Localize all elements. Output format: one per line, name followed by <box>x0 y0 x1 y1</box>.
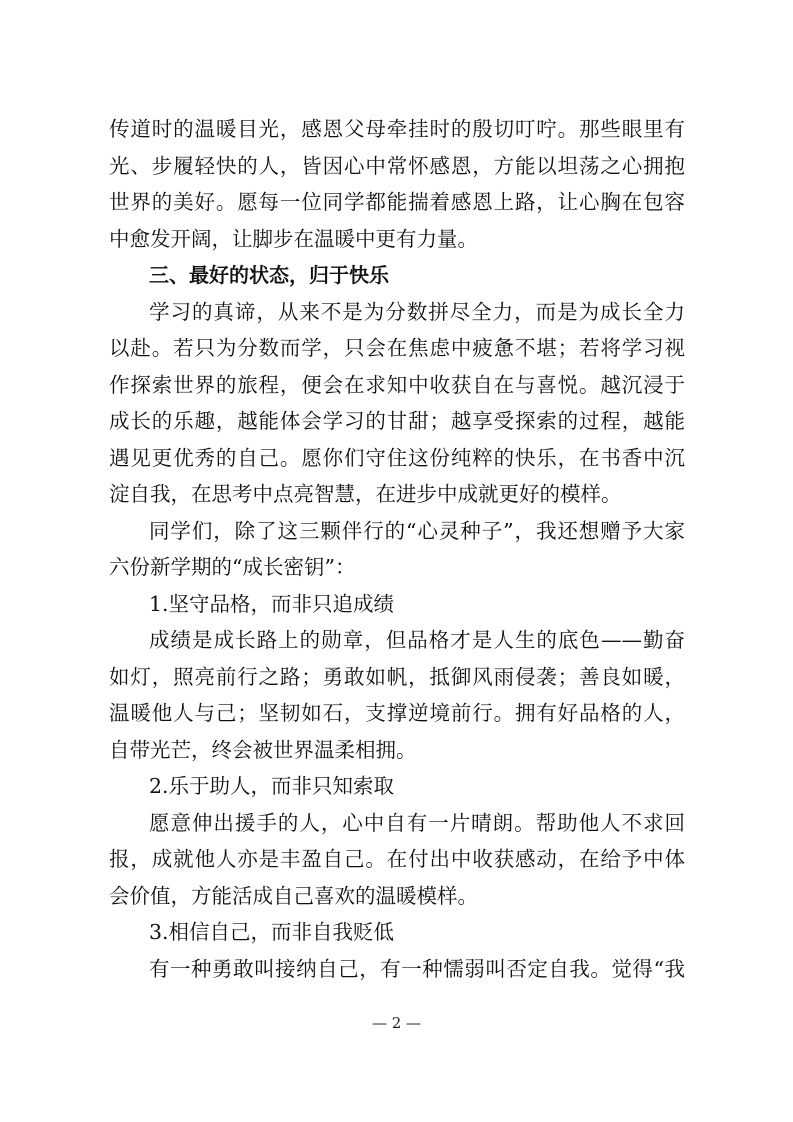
body-text-line: 学习的真谛，从来不是为分数拼尽全力，而是为成长全力 <box>149 299 685 324</box>
body-text-line: 淀自我，在思考中点亮智慧，在进步中成就更好的模样。 <box>109 482 622 506</box>
list-item-heading: 3.相信自己，而非自我贬低 <box>149 920 395 944</box>
body-text-line: 愿意伸出援手的人，心中自有一片晴朗。帮助他人不求回 <box>149 810 685 835</box>
list-item-heading: 2.乐于助人，而非只知索取 <box>149 774 395 798</box>
body-text-line: 六份新学期的“成长密钥”： <box>109 555 356 579</box>
body-text-line: 遇见更优秀的自己。愿你们守住这份纯粹的快乐，在书香中沉 <box>109 445 685 470</box>
body-text-line: 传道时的温暖目光，感恩父母牵挂时的殷切叮咛。那些眼里有 <box>109 117 685 141</box>
body-text-line: 作探索世界的旅程，便会在求知中收获自在与喜悦。越沉浸于 <box>109 372 685 397</box>
body-text-line: 同学们，除了这三颗伴行的“心灵种子”，我还想赠予大家 <box>149 518 685 543</box>
body-text-line: 世界的美好。愿每一位同学都能揣着感恩上路，让心胸在包容 <box>109 190 685 214</box>
list-item-heading: 1.坚守品格，而非只追成绩 <box>149 591 395 616</box>
body-text-line: 光、步履轻快的人，皆因心中常怀感恩，方能以坦荡之心拥抱 <box>109 153 685 178</box>
body-text-line: 成长的乐趣，越能体会学习的甘甜；越享受探索的过程，越能 <box>109 409 685 433</box>
page-number: — 2 — <box>371 1014 422 1032</box>
body-text-line: 会价值，方能活成自己喜欢的温暖模样。 <box>109 883 478 908</box>
body-text-line: 中愈发开阔，让脚步在温暖中更有力量。 <box>109 226 478 251</box>
body-text-line: 有一种勇敢叫接纳自己，有一种懦弱叫否定自我。觉得“我 <box>149 956 685 981</box>
section-heading: 三、最好的状态，归于快乐 <box>149 263 389 287</box>
body-text-line: 报，成就他人亦是丰盈自己。在付出中收获感动，在给予中体 <box>109 847 685 871</box>
body-text-line: 成绩是成长路上的勋章，但品格才是人生的底色——勤奋 <box>149 628 685 652</box>
body-text-line: 自带光芒，终会被世界温柔相拥。 <box>109 737 417 762</box>
body-text-line: 温暖他人与己；坚韧如石，支撑逆境前行。拥有好品格的人， <box>109 701 685 725</box>
body-text-line: 如灯，照亮前行之路；勇敢如帆，抵御风雨侵袭；善良如暖， <box>109 664 685 689</box>
body-text-line: 以赴。若只为分数而学，只会在焦虑中疲惫不堪；若将学习视 <box>109 336 685 360</box>
